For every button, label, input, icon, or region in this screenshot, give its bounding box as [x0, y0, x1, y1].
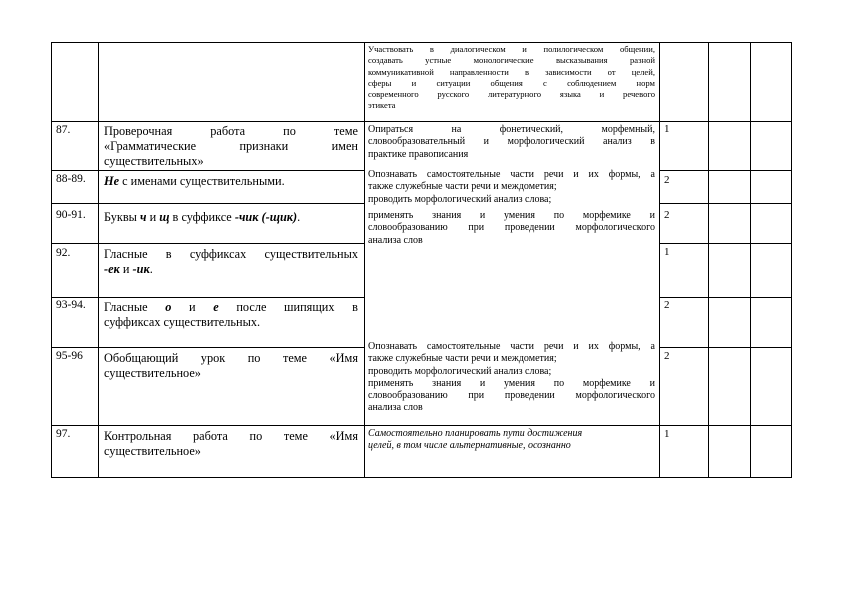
- topic-text: в суффиксе: [169, 210, 235, 224]
- topic-text: после шипящих в: [236, 300, 358, 314]
- activity-line: словообразовательный и морфологический анализ в: [368, 136, 655, 148]
- activity-line: Опознавать самостоятельные части речи и их формы, а: [368, 341, 655, 352]
- topic-text: Гласные: [104, 300, 148, 314]
- activity-line: Опираться на фонетический, морфемный,: [368, 124, 655, 135]
- activity-line: проводить морфологический анализ слова;: [368, 193, 552, 205]
- activity-line: Участвовать в диалогическом и полилогическом общении,: [368, 44, 655, 54]
- lesson-topic: [104, 174, 285, 189]
- topic-emphasis: е: [213, 300, 219, 314]
- topic-emphasis: -чик (-щик): [234, 210, 298, 224]
- hours-count: 2: [664, 174, 670, 186]
- activity-line: словообразованию при проведении морфологического: [368, 390, 655, 402]
- topic-emphasis: щ: [159, 210, 170, 224]
- lesson-number: 88-89.: [56, 173, 86, 185]
- lesson-number: 93-94.: [56, 299, 86, 311]
- activity-line: применять знания и умения по морфемике и: [368, 210, 655, 221]
- topic-emphasis: ч: [140, 210, 147, 224]
- lesson-number: 87.: [56, 124, 71, 136]
- hours-count: 1: [664, 246, 670, 258]
- activities-row-0: [368, 44, 655, 112]
- topic-emphasis: -ик: [132, 262, 150, 276]
- topic-text: и: [188, 300, 196, 314]
- hours-count: 2: [664, 209, 670, 221]
- activity-line: также служебные части речи и междометия;: [368, 181, 557, 193]
- lesson-number: 95-96: [56, 350, 83, 362]
- activity-line: практике правописания: [368, 148, 469, 160]
- topic-line: Проверочная работа по теме: [104, 124, 358, 138]
- lesson-topic: [104, 124, 358, 169]
- hours-count: 2: [664, 350, 670, 362]
- activity-line: современного русского литературного языка и речевого: [368, 89, 655, 100]
- lesson-topic: [104, 351, 358, 381]
- topic-line: существительное»: [104, 366, 201, 380]
- topic-text: Буквы: [104, 210, 141, 224]
- activity-line: словообразованию при проведении морфологического: [368, 222, 655, 234]
- topic-text: .: [149, 262, 153, 276]
- topic-emphasis: Не: [104, 174, 120, 188]
- activity-line: сферы и ситуации общения с соблюдением норм: [368, 77, 655, 88]
- lesson-number: 92.: [56, 247, 71, 259]
- topic-line: Обобщающий урок по теме «Имя: [104, 351, 358, 365]
- activities-row-1: [368, 124, 655, 161]
- lesson-topic: [104, 429, 358, 459]
- hours-count: 2: [664, 299, 670, 311]
- topic-line: существительное»: [104, 444, 201, 458]
- lesson-number: 90-91.: [56, 209, 86, 221]
- topic-line: существительных»: [104, 154, 204, 168]
- activity-line: Самостоятельно планировать пути достижения: [368, 428, 583, 439]
- lesson-topic: [104, 210, 300, 225]
- activities-row-3: [368, 210, 655, 247]
- activity-line: Опознавать самостоятельные части речи и их формы, а: [368, 169, 655, 180]
- topic-text: и: [119, 262, 133, 276]
- lesson-number: 97.: [56, 428, 71, 440]
- topic-line: «Грамматические признаки имен: [104, 139, 358, 153]
- activity-line: проводить морфологический анализ слова;: [368, 365, 552, 377]
- activity-line: анализа слов: [368, 402, 423, 414]
- topic-text: .: [297, 210, 301, 224]
- activity-line: применять знания и умения по морфемике и: [368, 377, 655, 389]
- activities-row-7: [368, 428, 655, 453]
- activity-line: создавать устные монологические высказывания разной: [368, 55, 655, 66]
- activity-line: также служебные части речи и междометия;: [368, 353, 557, 365]
- topic-text: и: [146, 210, 160, 224]
- topic-line: Гласные в суффиксах существительных: [104, 247, 358, 261]
- activity-line: анализа слов: [368, 234, 423, 246]
- lesson-topic: [104, 247, 358, 277]
- topic-emphasis: -ек: [104, 262, 120, 276]
- hours-count: 1: [664, 123, 670, 135]
- activity-line: этикета: [368, 100, 396, 111]
- activity-line: целей, в том числе альтернативные, осознанно: [368, 440, 571, 452]
- activities-row-2: [368, 169, 655, 206]
- topic-text: с именами существительными.: [119, 174, 285, 188]
- activity-line: коммуникативной направленности в зависимости от целей,: [368, 66, 655, 77]
- lesson-topic: [104, 300, 358, 330]
- topic-line: Контрольная работа по теме «Имя: [104, 429, 358, 443]
- hours-count: 1: [664, 428, 670, 440]
- topic-emphasis: о: [165, 300, 172, 314]
- activities-row-6: [368, 341, 655, 415]
- topic-line: суффиксах существительных.: [104, 315, 261, 329]
